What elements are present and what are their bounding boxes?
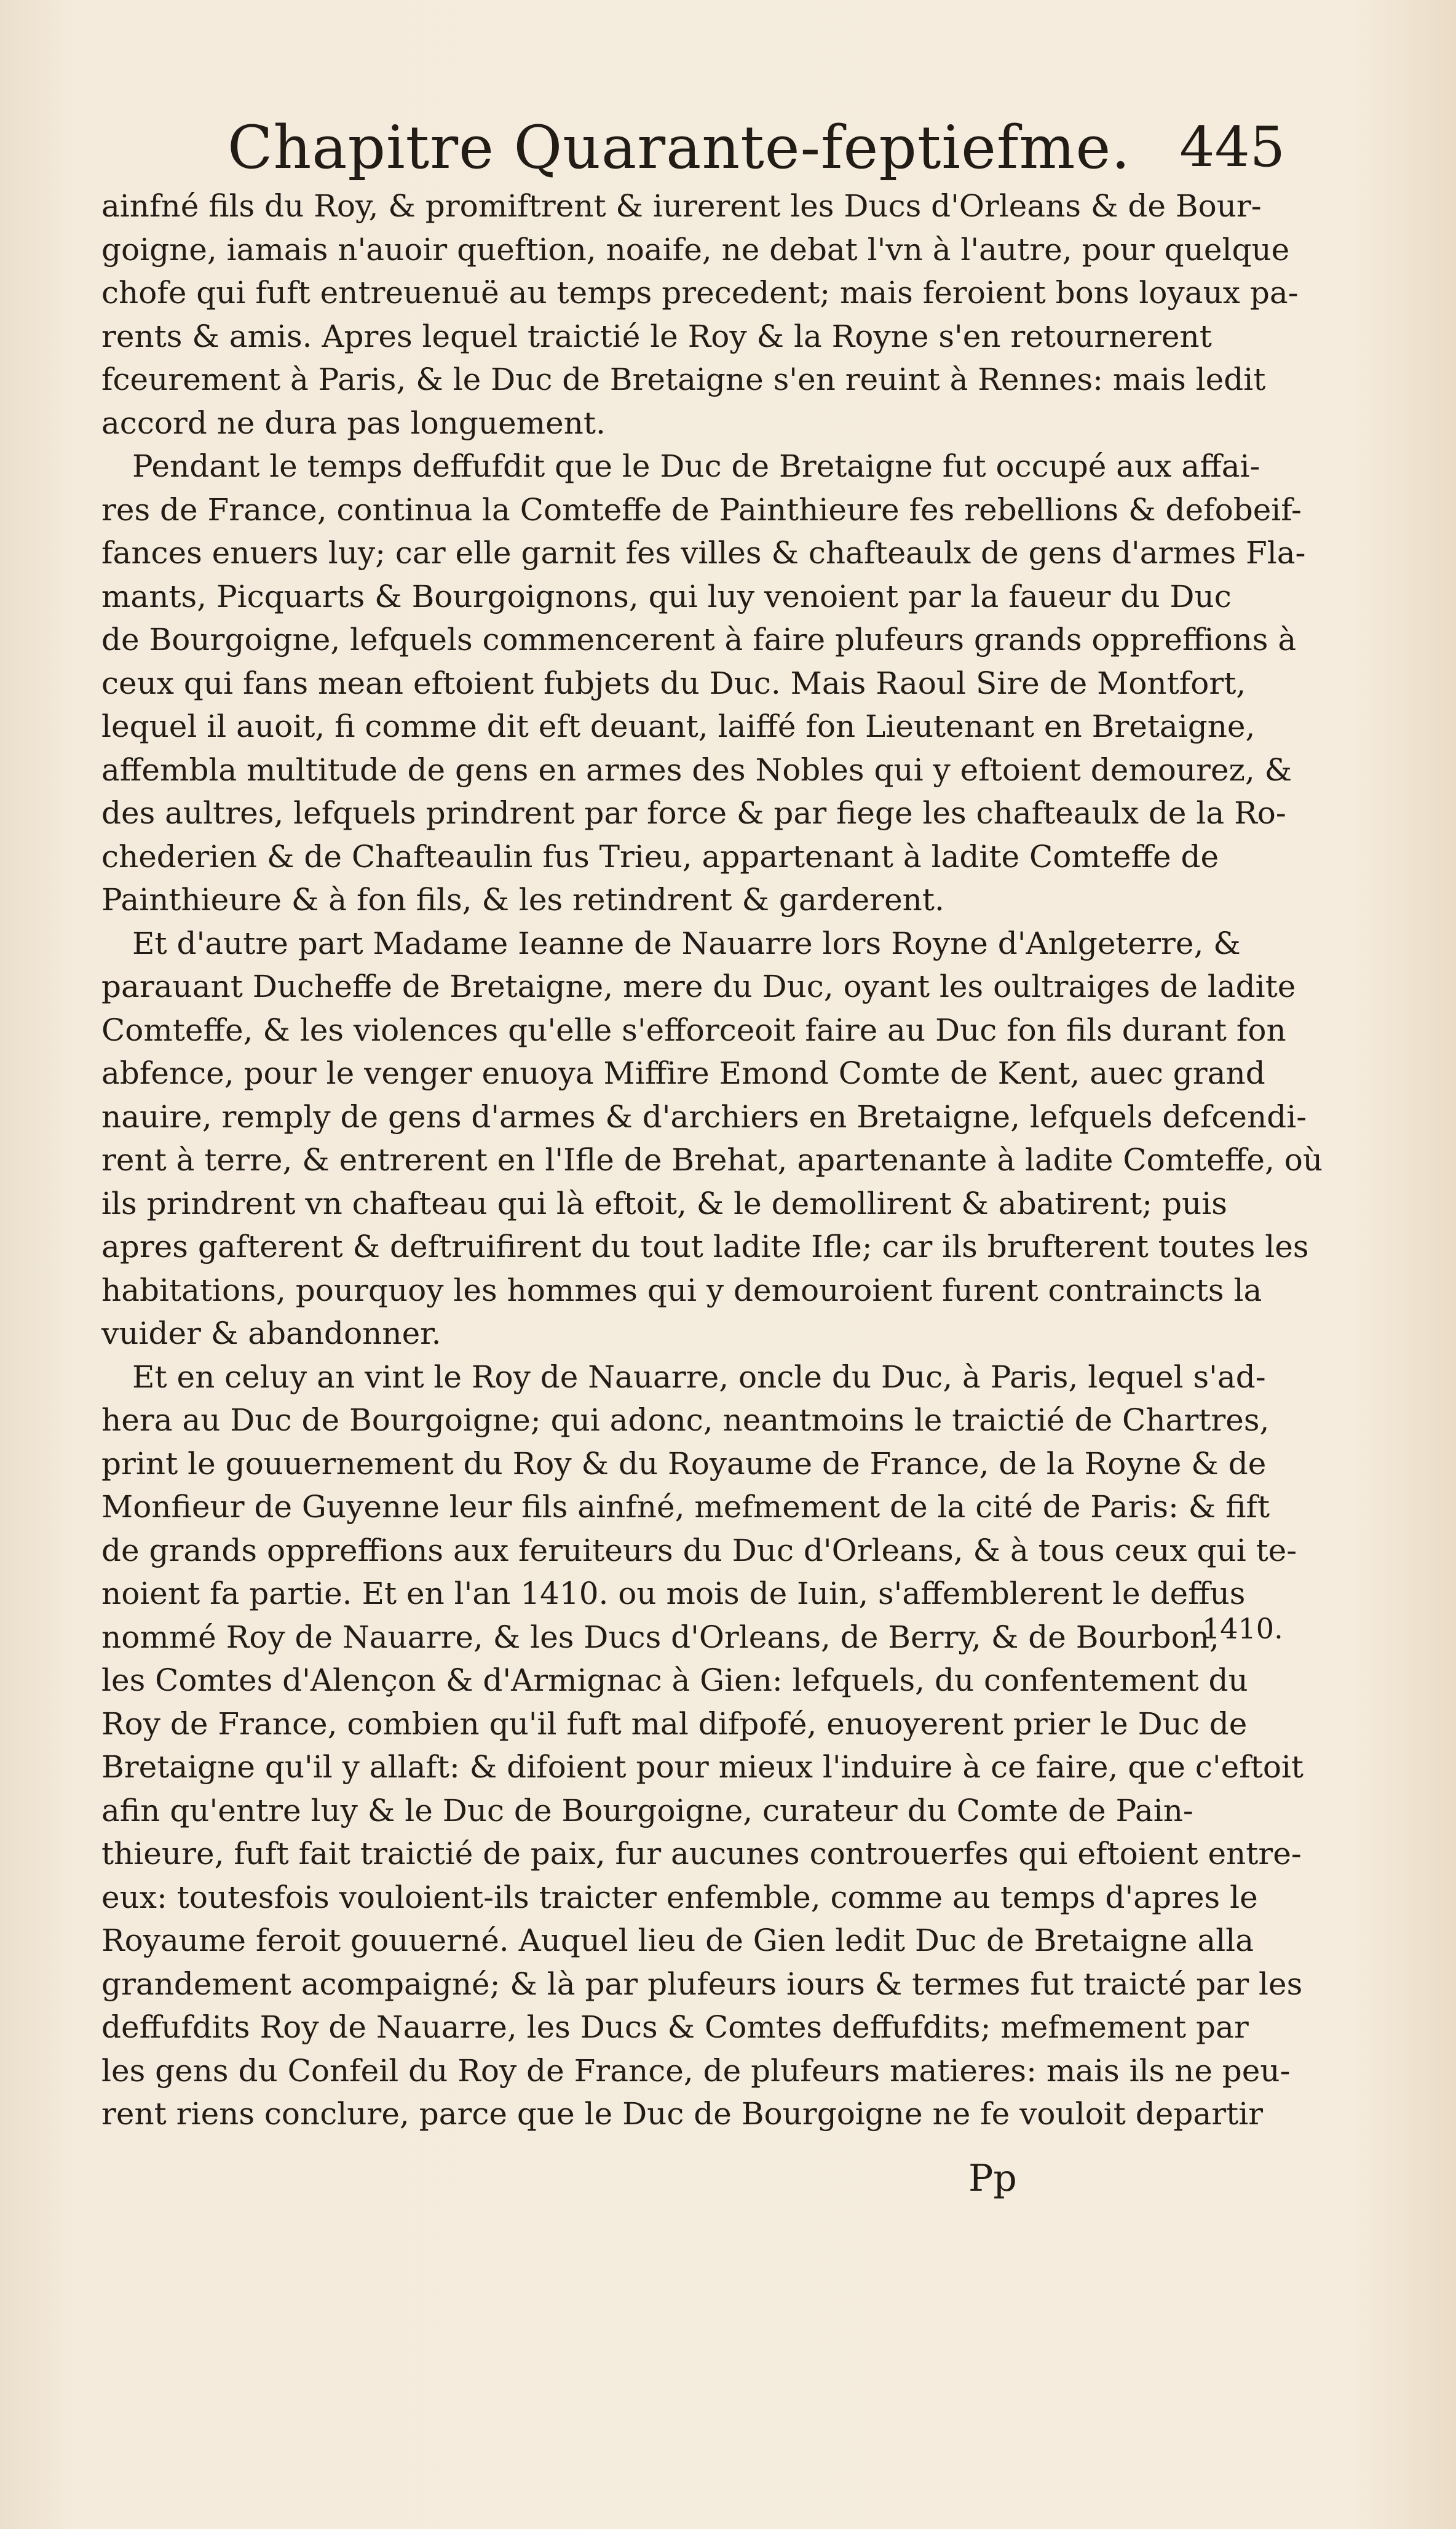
text-line: ainfné fils du Roy, & promiftrent & iurerent les Ducs d'Orleans & de Bour-: [101, 188, 1262, 224]
page-header: [228, 111, 1285, 185]
text-line: de grands oppreffions aux feruiteurs du Duc d'Orleans, & à tous ceux qui te-: [101, 1532, 1297, 1568]
margin-note-year: 1410.: [1202, 1612, 1283, 1645]
text-line: des aultres, lefquels prindrent par force & par fiege les chafteaulx de la Ro-: [101, 795, 1286, 831]
text-line: noient fa partie. Et en l'an 1410. ou mois de Iuin, s'affemblerent le deffus: [101, 1576, 1246, 1611]
text-line: Et d'autre part Madame Ieanne de Nauarre lors Royne d'Anlgeterre, &: [132, 925, 1241, 961]
text-line: eux: toutesfois vouloient-ils traicter enfemble, comme au temps d'apres le: [101, 1879, 1258, 1915]
text-line: Bretaigne qu'il y allaft: & difoient pour mieux l'induire à ce faire, que c'eftoit: [101, 1749, 1304, 1785]
text-line: de Bourgoigne, lefquels commencerent à faire plufeurs grands oppreffions à: [101, 622, 1297, 657]
text-line: print le gouuernement du Roy & du Royaume de France, de la Royne & de: [101, 1445, 1267, 1482]
text-line: grandement acompaigné; & là par plufeurs iours & termes fut traicté par les: [101, 1966, 1303, 2002]
signature-mark: Pp: [968, 2157, 1017, 2200]
text-line: chofe qui fuft entreuenuë au temps precedent; mais feroient bons loyaux pa-: [101, 275, 1299, 311]
text-line: les gens du Confeil du Roy de France, de plufeurs matieres: mais ils ne peu-: [101, 2052, 1291, 2089]
text-line: Royaume feroit gouuerné. Auquel lieu de Gien ledit Duc de Bretaigne alla: [101, 1923, 1254, 1958]
text-line: affembla multitude de gens en armes des Nobles qui y eftoient demourez, &: [101, 752, 1292, 788]
text-line: Comteffe, & les violences qu'elle s'efforceoit faire au Duc fon fils durant fon: [101, 1012, 1286, 1048]
running-title: Chapitre Quarante-feptiefme.: [228, 113, 1131, 182]
text-line: rent riens conclure, parce que le Duc de Bourgoigne ne fe vouloit departir: [101, 2096, 1264, 2132]
text-line: thieure, fuft fait traictié de paix, fur aucunes controuerfes qui eftoient entre-: [101, 1836, 1302, 1872]
text-line: habitations, pourquoy les hommes qui y demouroient furent contraincts la: [101, 1272, 1262, 1308]
text-line: rent à terre, & entrerent en l'Ifle de Brehat, apartenante à ladite Comteffe, où: [101, 1142, 1323, 1178]
text-line: nommé Roy de Nauarre, & les Ducs d'Orleans, de Berry, & de Bourbon,: [101, 1619, 1219, 1655]
text-line: les Comtes d'Alençon & d'Armignac à Gien: lefquels, du confentement du: [101, 1662, 1248, 1698]
text-line: fceurement à Paris, & le Duc de Bretaigne s'en reuint à Rennes: mais ledit: [101, 362, 1266, 397]
page-number: 445: [1179, 115, 1285, 180]
text-line: abfence, pour le venger enuoya Miffire Emond Comte de Kent, auec grand: [101, 1055, 1265, 1091]
text-line: Painthieure & à fon fils, & les retindrent & garderent.: [101, 882, 944, 918]
text-line: Roy de France, combien qu'il fuft mal difpofé, enuoyerent prier le Duc de: [101, 1705, 1248, 1742]
text-line: res de France, continua la Comteffe de Painthieure fes rebellions & defobeif-: [101, 491, 1302, 528]
text-line: Et en celuy an vint le Roy de Nauarre, oncle du Duc, à Paris, lequel s'ad-: [132, 1359, 1266, 1395]
text-line: Pendant le temps deffufdit que le Duc de Bretaigne fut occupé aux affai-: [132, 448, 1260, 484]
text-line: nauire, remply de gens d'armes & d'archiers en Bretaigne, lefquels defcendi-: [101, 1098, 1307, 1135]
text-line: chederien & de Chafteaulin fus Trieu, appartenant à ladite Comteffe de: [101, 838, 1219, 875]
text-line: vuider & abandonner.: [101, 1316, 441, 1351]
body-text: [101, 185, 1323, 2136]
text-line: hera au Duc de Bourgoigne; qui adonc, neantmoins le traictié de Chartres,: [101, 1402, 1270, 1438]
text-line: fances enuers luy; car elle garnit fes villes & chafteaulx de gens d'armes Fla-: [101, 535, 1306, 571]
text-line: rents & amis. Apres lequel traictié le Roy & la Royne s'en retournerent: [101, 318, 1212, 354]
text-line: parauant Ducheffe de Bretaigne, mere du Duc, oyant les oultraiges de ladite: [101, 969, 1296, 1004]
text-line: deffufdits Roy de Nauarre, les Ducs & Comtes deffufdits; mefmement par: [101, 2009, 1249, 2045]
text-line: lequel il auoit, fi comme dit eft deuant, laiffé fon Lieutenant en Bretaigne,: [101, 709, 1256, 744]
text-line: accord ne dura pas longuement.: [101, 405, 606, 441]
text-line: ils prindrent vn chafteau qui là eftoit, & le demollirent & abatirent; puis: [101, 1185, 1227, 1221]
text-line: afin qu'entre luy & le Duc de Bourgoigne, curateur du Comte de Pain-: [101, 1792, 1193, 1828]
text-line: Monfieur de Guyenne leur fils ainfné, mefmement de la cité de Paris: & fift: [101, 1489, 1270, 1525]
text-line: ceux qui fans mean eftoient fubjets du Duc. Mais Raoul Sire de Montfort,: [101, 665, 1246, 701]
text-line: mants, Picquarts & Bourgoignons, qui luy venoient par la faueur du Duc: [101, 578, 1232, 614]
text-line: goigne, iamais n'auoir queftion, noaife, ne debat l'vn à l'autre, pour quelque: [101, 231, 1290, 268]
text-line: apres gafterent & deftruifirent du tout ladite Ifle; car ils brufterent toutes les: [101, 1229, 1309, 1264]
